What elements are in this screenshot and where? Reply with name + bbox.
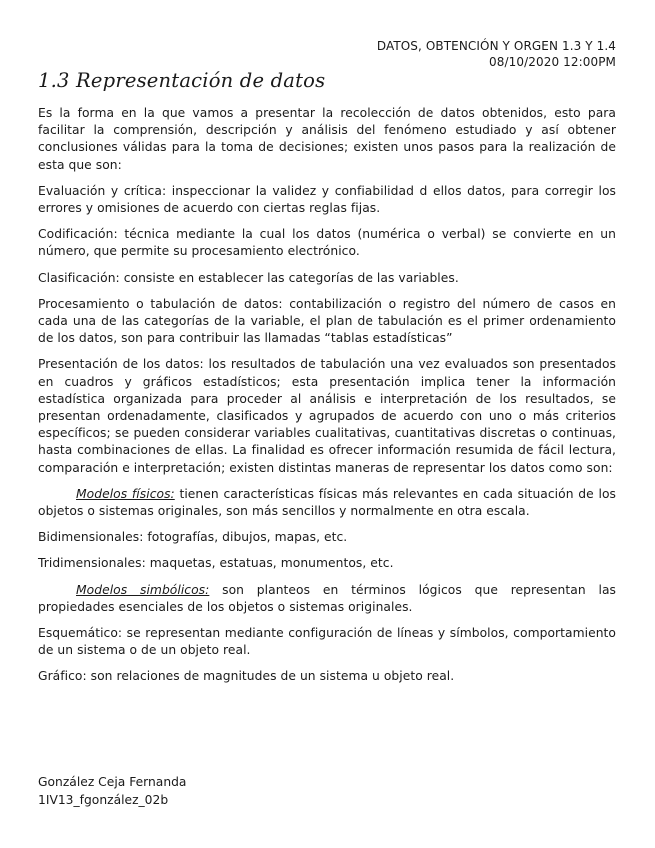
- footer-author: González Ceja Fernanda: [38, 775, 187, 789]
- bidimensional-paragraph: Bidimensionales: fotografías, dibujos, mapas, etc.: [38, 530, 348, 545]
- header-date-time: 08/10/2020 12:00PM: [489, 55, 616, 69]
- codification-paragraph: Codificación: técnica mediante la cual los datos (numérica o verbal) se convierte en un número, que permite su procesamiento electrónico.: [38, 227, 616, 259]
- processing-paragraph: Procesamiento o tabulación de datos: contabilización o registro del número de casos en cada una de las categorías de la variable, el plan de tabulación es el primer ordenamiento de los datos, son para contribuir las llamadas “tablas estadísticas”: [38, 296, 616, 346]
- evaluation-paragraph: Evaluación y crítica: inspeccionar la validez y confiabilidad d ellos datos, para corregir los errores y omisiones de acuerdo con ciertas reglas fijas.: [38, 183, 616, 216]
- symbolic-models-paragraph: [38, 582, 616, 616]
- physical-models-text: tienen características físicas más relevantes en cada situación de los objetos o sistemas originales, son más sencillos y normalmente en otra escala.: [38, 486, 616, 519]
- presentation-paragraph: Presentación de los datos: los resultados de tabulación una vez evaluados son presentados en cuadros y gráficos estadísticos; esta presentación implica tener la información estadística organizada para proceder al análisis e interpretación de los resultados, se presentan ordenadamente, clasificados y agrupados de acuerdo con uno o más criterios específicos; se pueden considerar variables cualitativas, cuantitativas discretas o continuas, hasta combinaciones de ellas. La finalidad es ofrecer información resumida de fácil lectura, comparación e interpretación; existen distintas maneras de representar los datos como son:: [38, 357, 616, 475]
- intro-paragraph: Es la forma en la que vamos a presentar la recolección de datos obtenidos, esto para facilitar la comprensión, descripción y análisis del fenómeno estudiado y así obtener conclusiones válidas para la toma de decisiones; existen unos pasos para la realización de esta que son:: [38, 106, 616, 172]
- graphic-paragraph: Gráfico: son relaciones de magnitudes de un sistema u objeto real.: [38, 669, 455, 684]
- physical-models-paragraph: [38, 486, 616, 520]
- section-title: 1.3 Representación de datos: [38, 69, 326, 92]
- tridimensional-paragraph: Tridimensionales: maquetas, estatuas, monumentos, etc.: [38, 556, 394, 571]
- physical-models-term: Modelos físicos:: [76, 486, 175, 501]
- footer-code: 1IV13_fgonzález_02b: [38, 792, 169, 807]
- schematic-paragraph: Esquemático: se representan mediante configuración de líneas y símbolos, comportamiento de un sistema o de un objeto real.: [38, 626, 616, 658]
- document-body: [38, 105, 616, 695]
- symbolic-models-term: Modelos simbólicos:: [76, 582, 210, 597]
- document-header: [377, 38, 616, 70]
- symbolic-models-text: son planteos en términos lógicos que representan las propiedades esenciales de los objetos o sistemas originales.: [38, 582, 616, 614]
- header-course-topic: DATOS, OBTENCIÓN Y ORGEN 1.3 Y 1.4: [376, 39, 616, 53]
- document-footer: [38, 774, 186, 809]
- classification-paragraph: Clasificación: consiste en establecer las categorías de las variables.: [38, 270, 459, 285]
